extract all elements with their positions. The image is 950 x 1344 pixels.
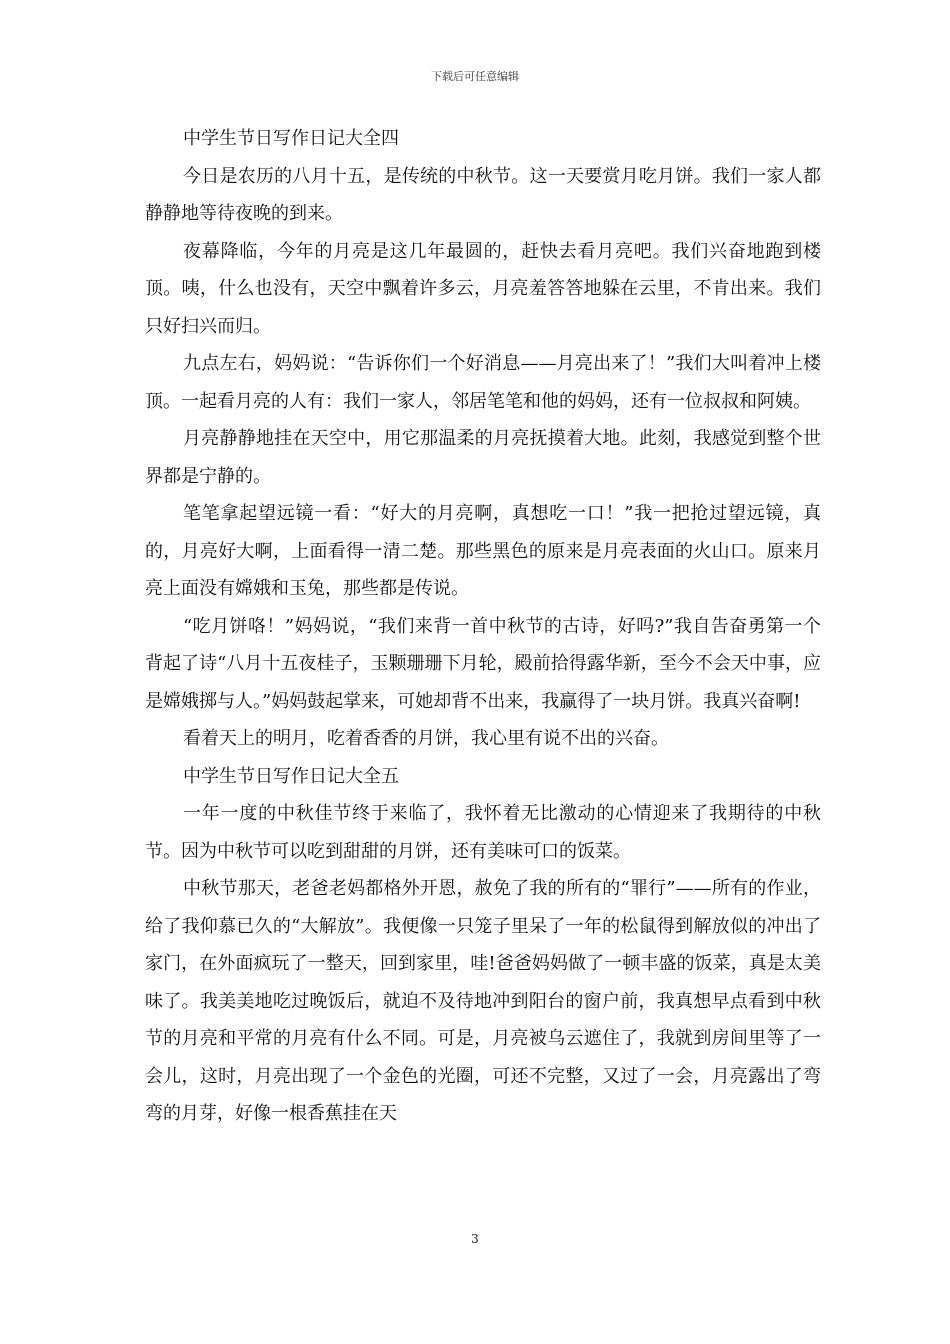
paragraph: 一年一度的中秋佳节终于来临了，我怀着无比激动的心情迎来了我期待的中秋节。因为中秋节可以吃到甜甜的月饼，还有美味可口的饭菜。: [145, 803, 821, 862]
paragraph: 中秋节那天，老爸老妈都格外开恩，赦免了我的所有的“罪行”——所有的作业，给了我仰慕已久的“大解放”。我便像一只笼子里呆了一年的松鼠得到解放似的冲出了家门，在外面疯玩了一整天，回到家里，哇!爸爸妈妈做了一顿丰盛的饭菜，真是太美味了。我美美地吃过晚饭后，就迫不及待地冲到阳台的窗户前，我真想早点看到中秋节的月亮和平常的月亮有什么不同。可是，月亮被乌云遮住了，我就到房间里等了一会儿，这时，月亮出现了一个金色的光圈，可还不完整，又过了一会，月亮露出了弯弯的月芽，好像一根香蕉挂在天: [145, 878, 821, 1124]
document-body: [145, 120, 821, 1133]
section-title: 中学生节日写作日记大全四: [183, 128, 399, 149]
paragraph: 夜幕降临，今年的月亮是这几年最圆的，赶快去看月亮吧。我们兴奋地跑到楼顶。咦，什么也没有，天空中飘着许多云，月亮羞答答地躲在云里，不肯出来。我们只好扫兴而归。: [145, 240, 821, 337]
paragraph: “吃月饼咯！”妈妈说，“我们来背一首中秋节的古诗，好吗?”我自告奋勇第一个背起了诗“八月十五夜桂子，玉颗珊珊下月轮，殿前拾得露华新，至今不会天中事，应是嫦娥掷与人。”妈妈鼓起掌来，可她却背不出来，我赢得了一块月饼。我真兴奋啊!: [145, 615, 821, 712]
paragraph: 今日是农历的八月十五，是传统的中秋节。这一天要赏月吃月饼。我们一家人都静静地等待夜晚的到来。: [145, 165, 821, 224]
paragraph: 月亮静静地挂在天空中，用它那温柔的月亮抚摸着大地。此刻，我感觉到整个世界都是宁静的。: [145, 428, 821, 487]
paragraph: 笔笔拿起望远镜一看：“好大的月亮啊，真想吃一口！”我一把抢过望远镜，真的，月亮好大啊，上面看得一清二楚。那些黑色的原来是月亮表面的火山口。原来月亮上面没有嫦娥和玉兔，那些都是传说。: [145, 503, 821, 599]
paragraph: 九点左右，妈妈说：“告诉你们一个好消息——月亮出来了！”我们大叫着冲上楼顶。一起看月亮的人有：我们一家人，邻居笔笔和他的妈妈，还有一位叔叔和阿姨。: [145, 353, 821, 412]
page-header: 下载后可任意编辑: [431, 70, 519, 83]
paragraph: 看着天上的明月，吃着香香的月饼，我心里有说不出的兴奋。: [183, 728, 669, 749]
section-title: 中学生节日写作日记大全五: [183, 765, 399, 787]
page-number: 3: [471, 1232, 479, 1246]
